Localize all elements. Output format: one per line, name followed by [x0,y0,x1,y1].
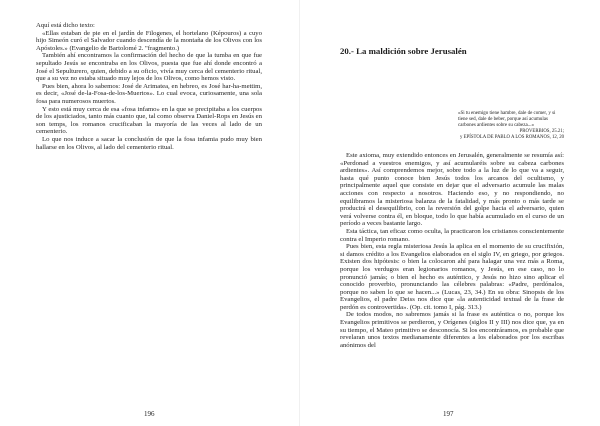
paragraph: Este axioma, muy extendido entonces en Jerusalén, generalmente se resumía así: «Perdonad a vuestros enemigos, y así acumularéis sobre su cabeza carbones ardientes». Así comprendemos mejor, sobre todo a la luz de lo que va a seguir, hasta qué punto conoce bien Jesús todos los arcanos del ocultismo, y principalmente aquel que consiste en dejar que el adversario acumule las malas acciones con respecto a nosotros. Haciendo eso, y no respondiendo, no equilibramos la misteriosa balanza de la fatalidad, y más pronto o más tarde se producirá el desequilibrio, con la reversión del golpe hacia el adversario, quien verá volverse contra él, en bloque, todo lo que había acumulado en el curso de un período a veces bastante largo. [340,152,564,228]
right-page [300,0,600,426]
chapter-title: 20.- La maldición sobre Jerusalén [340,46,467,56]
epigraph-source [428,129,564,141]
left-text-column [36,22,262,151]
paragraph: «Ellas estaban de pie en el jardín de Filogenes, el hortelano (Képouros) a cuyo hijo Simeón curó el Salvador cuando descendía de la montaña de los Olivos con los Apóstoles.» (Evangelio de Bartolomé 2. "fragmento.) [36,29,262,52]
epigraph-source-line: y EPÍSTOLA DE PABLO A LOS ROMANOS, 12, 20 [460,135,564,140]
epigraph-quote: «Si tu enemigo tiene hambre, dale de comer, y si tiene sed, dale de beber, porque así acumulas carbones ardientes sobre su cabeza...» [458,111,556,128]
paragraph: También ahí encontramos la confirmación del hecho de que la tumba en que fue sepultado Jesús se encontraba en los Olivos, puesta que fue ahí donde encontró a José el Sepulturero, quien, debido a su oficio, vivía muy cerca del cementerio ritual, que a su vez no estaba situado muy lejos de los Olivos, como hemos visto. [36,52,262,83]
page-number: 197 [443,410,454,418]
paragraph: Lo que nos induce a sacar la conclusión de que la fosa infamia pudo muy bien hallarse en los Olivos, al lado del cementerio ritual. [36,135,262,151]
paragraph: Aquí está dicho texto: [36,22,95,29]
page-number: 196 [144,410,155,418]
epigraph-source-line: PROVERBIOS, 25.21; [519,129,564,134]
paragraph: Pues bien, esta regla misteriosa Jesús la aplica en el momento de su crucifixión, si damos crédito a los Evangelios elaborados en el siglo IV, en griego, por griegos. Existen dos hipótesis: o bien la colocaron ahí para halagar una vez más a Roma, porque los verdugos eran legionarios romanos, y Jesús, en ese caso, no lo pronunció jamás; o bien el hecho es auténtico, y Jesús no hizo sino aplicar el conocido proverbio, pronunciando las célebres palabras: «Padre, perdónalos, porque no saben lo que se hacen...» (Lucas, 23, 34.) En su obra: Sinopsis de los Evangelios, el padre Deiss nos dice que «la autenticidad textual de la frase de perdón es controvertida». (Op. cit. tomo I, pág. 313.) [340,243,564,311]
paragraph: Esta táctica, tan eficaz como oculta, la practicaron los cristianos conscientemente contra el Imperio romano. [340,227,564,243]
right-text-column [340,46,564,349]
paragraph: De todos modos, no sabremos jamás si la frase es auténtica o no, porque los Evangelios primitivos se perdieron, y Orígenes (siglos II y III) nos dice que, ya en su tiempo, el Mateo primitivo se desconocía. Si los encontráramos, es probable que revelaran unos textos medianamente diferentes a los elaborados por los escribas anónimos del [340,311,564,349]
paragraph: Y esto está muy cerca de esa «fosa infamo» en la que se precipitaba a los cuerpos de los ajusticiados, tanto más cuanto que, tal como observa Daniel-Rops en Jesús en son temps, los romanos crucificaban la mayoría de las veces al lado de un cementerio. [36,105,262,136]
paragraph: Pues bien, ahora lo sabemos: José de Arimatea, en hebreo, es José har-ha-mettim, es decir, «José de-la-Fosa-de-los-Muertos». Lo cual evoca, curiosamente, una sola fosa para numerosos muertos. [36,82,262,105]
